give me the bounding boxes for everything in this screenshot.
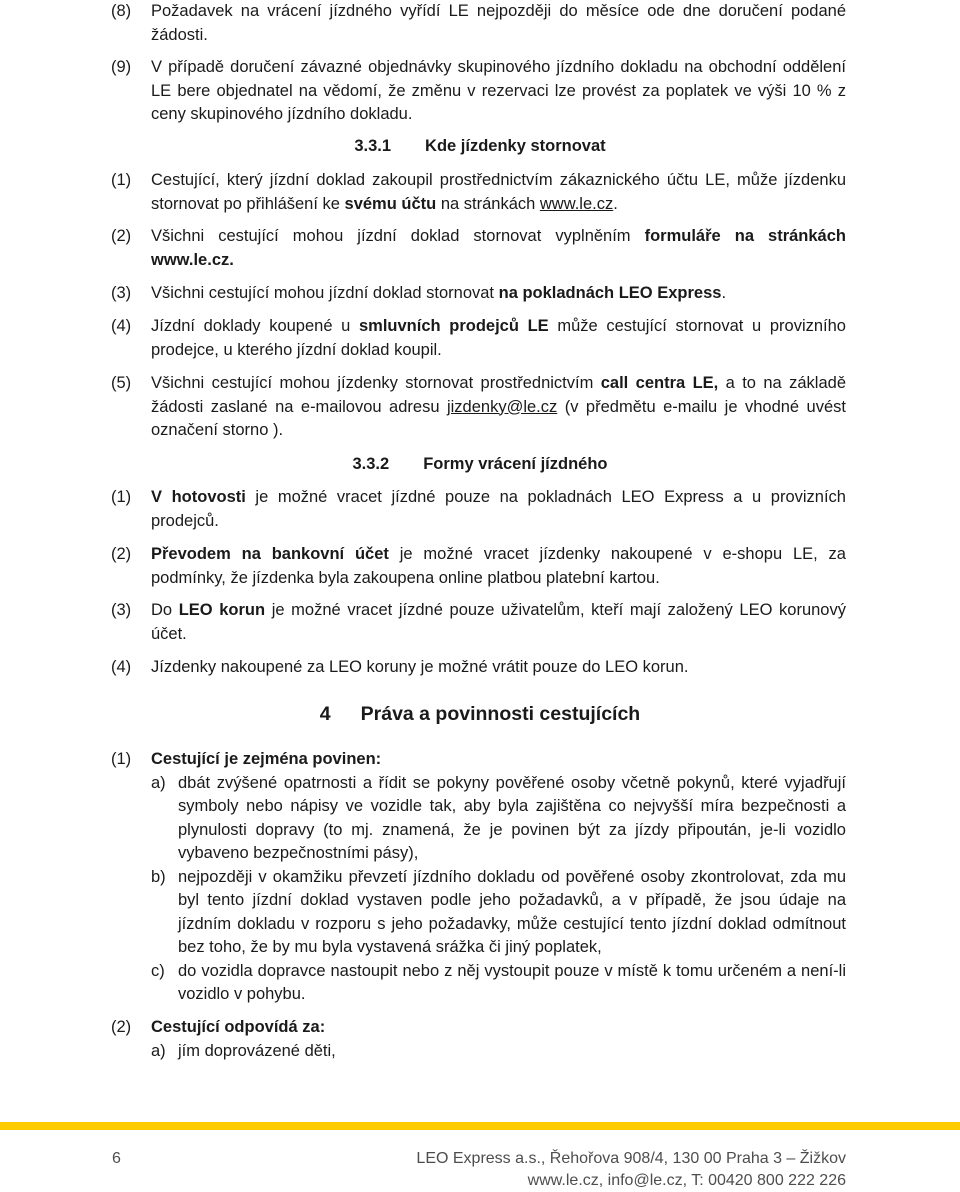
footer-accent-bar <box>0 1122 960 1130</box>
paragraph-text: V případě doručení závazné objednávky skupinového jízdního dokladu na obchodní oddělení LE bere objednatel na vědomí, že změnu v rezervaci lze provést za poplatek ve výši 10 % z ceny skupinového jízdního dokladu. <box>151 58 846 123</box>
list-item-text: jím doprovázené děti, <box>178 1041 336 1060</box>
storno-paragraph-1 <box>111 169 846 216</box>
refund-paragraph-1 <box>111 486 846 533</box>
paragraph-number: (4) <box>111 317 132 335</box>
paragraph-text <box>151 486 846 533</box>
refund-paragraph-4 <box>111 656 846 680</box>
section-title: Formy vrácení jízdného <box>423 455 608 473</box>
list-item <box>151 1040 846 1064</box>
text-run: je možné vracet jízdné pouze na pokladnách LEO Express a u provizních prodejců. <box>151 488 846 530</box>
section-title: Kde jízdenky stornovat <box>425 137 606 155</box>
footer-company-info <box>416 1148 846 1192</box>
list-item <box>151 772 846 866</box>
list-item-text: dbát zvýšené opatrnosti a řídit se pokyny pověřené osoby včetně pokynů, které vyjadřují symboly nebo nápisy ve vozidle tak, aby byla zajištěna co nejvyšší míra bezpečnosti a plynulosti dopravy (to mj. znamená, že je povinen být za jízdy připoután, je-li vozidlo vybaveno bezpečnostními pásy), <box>178 773 846 862</box>
list-item <box>151 866 846 960</box>
paragraph-text <box>151 282 846 306</box>
storno-paragraph-4 <box>111 315 846 362</box>
text-run: Všichni cestující mohou jízdní doklad stornovat <box>151 284 499 302</box>
storno-paragraph-3 <box>111 282 846 306</box>
paragraph-number: (1) <box>111 750 132 768</box>
paragraph-text <box>151 315 846 362</box>
refund-paragraph-2 <box>111 543 846 590</box>
section-heading-3-3-1 <box>0 135 960 158</box>
bold-run: smluvních prodejců LE <box>359 317 549 335</box>
chapter-title: Práva a povinnosti cestujících <box>360 703 641 725</box>
bold-run: LEO korun <box>178 601 266 619</box>
paragraph-number: (2) <box>111 227 132 245</box>
text-run: Všichni cestující mohou jízdní doklad stornovat vyplněním <box>151 227 645 245</box>
text-run: je možné vracet jízdné pouze uživatelům, kteří mají založený LEO korunový účet. <box>151 601 846 643</box>
duties-paragraph-2 <box>111 1016 846 1063</box>
paragraph-number: (3) <box>111 284 132 302</box>
text-run: Všichni cestující mohou jízdenky stornovat prostřednictvím <box>151 374 601 392</box>
bold-run: svému účtu <box>344 194 437 213</box>
list-item-text: do vozidla dopravce nastoupit nebo z něj vystoupit pouze v místě k tomu určeném a není-li vozidlo v pohybu. <box>178 961 846 1003</box>
paragraph-text <box>151 543 846 590</box>
paragraph-number: (2) <box>111 1018 132 1036</box>
chapter-number: 4 <box>319 703 331 725</box>
storno-paragraph-2 <box>111 225 846 272</box>
paragraph-number: (9) <box>111 58 132 76</box>
paragraph-number: (5) <box>111 374 132 392</box>
paragraph-number: (2) <box>111 545 132 563</box>
duties-paragraph-1 <box>111 748 846 1007</box>
text-run: . <box>721 284 727 302</box>
bold-run: na pokladnách LEO Express <box>498 284 722 302</box>
text-run: je možné vracet jízdenky nakoupené v e-shopu LE, za podmínky, že jízdenka byla zakoupena online platbou platební kartou. <box>151 545 846 587</box>
storno-paragraph-5 <box>111 372 846 443</box>
paragraph-text: Jízdenky nakoupené za LEO koruny je možné vrátit pouze do LEO korun. <box>151 658 689 676</box>
paragraph-text: Požadavek na vrácení jízdného vyřídí LE nejpozději do měsíce ode dne doručení podané žádosti. <box>151 2 846 44</box>
text-run: může cestující stornovat u provizního prodejce, u kterého jízdní doklad koupil. <box>151 317 846 359</box>
bold-run: Převodem na bankovní účet <box>151 545 389 563</box>
paragraph-lead: Cestující je zejména povinen: <box>151 750 382 768</box>
paragraph-9 <box>111 56 846 127</box>
page-number: 6 <box>112 1150 121 1167</box>
paragraph-number: (4) <box>111 658 132 676</box>
paragraph-number: (1) <box>111 488 132 506</box>
bold-run: call centra LE, <box>600 374 719 392</box>
section-number: 3.3.2 <box>352 455 390 473</box>
text-run: Do <box>151 601 179 619</box>
paragraph-text <box>151 372 846 443</box>
section-number: 3.3.1 <box>354 137 392 155</box>
footer-address: LEO Express a.s., Řehořova 908/4, 130 00 Praha 3 – Žižkov <box>416 1150 846 1167</box>
paragraph-number: (1) <box>111 171 132 189</box>
email-link[interactable]: jizdenky@le.cz <box>446 397 558 416</box>
footer-contacts: www.le.cz, info@le.cz, T: 00420 800 222 226 <box>527 1172 846 1189</box>
list-item <box>151 960 846 1007</box>
paragraph-text <box>151 599 846 646</box>
text-run: na stránkách <box>436 194 540 213</box>
text-run: (v předmětu e-mailu je vhodné uvést označení storno ). <box>151 397 846 439</box>
section-heading-3-3-2 <box>0 453 960 476</box>
bold-run: V hotovosti <box>151 488 246 506</box>
paragraph-number: (8) <box>111 2 132 20</box>
refund-paragraph-3 <box>111 599 846 646</box>
paragraph-number: (3) <box>111 601 132 619</box>
text-run: . <box>613 194 618 213</box>
list-item-label: b) <box>151 867 166 886</box>
list-item-label: a) <box>151 773 166 792</box>
text-run: a to na základě žádosti zaslané na e-mailovou adresu <box>151 374 846 416</box>
bold-run: formuláře na stránkách www.le.cz. <box>151 227 846 269</box>
paragraph-8 <box>111 0 846 47</box>
text-run: Cestující, který jízdní doklad zakoupil prostřednictvím zákaznického účtu LE, může jízdenku stornovat po přihlášení ke <box>151 171 846 213</box>
list-item-label: c) <box>151 961 165 980</box>
website-link[interactable]: www.le.cz <box>539 194 614 213</box>
chapter-heading-4 <box>0 701 960 727</box>
text-run: Jízdní doklady koupené u <box>151 317 359 335</box>
paragraph-text <box>151 169 846 216</box>
list-item-text: nejpozději v okamžiku převzetí jízdního dokladu od pověřené osoby zkontrolovat, zda mu byl tento jízdní doklad vystaven podle jeho požadavků, a v případě, že jsou údaje na jízdním dokladu v rozporu s jeho požadavky, může cestující tento jízdní doklad odmítnout bez toho, že by mu byla vystavená srážka či jiný poplatek, <box>178 867 846 956</box>
list-item-label: a) <box>151 1041 166 1060</box>
paragraph-lead: Cestující odpovídá za: <box>151 1018 326 1036</box>
paragraph-text <box>151 225 846 272</box>
